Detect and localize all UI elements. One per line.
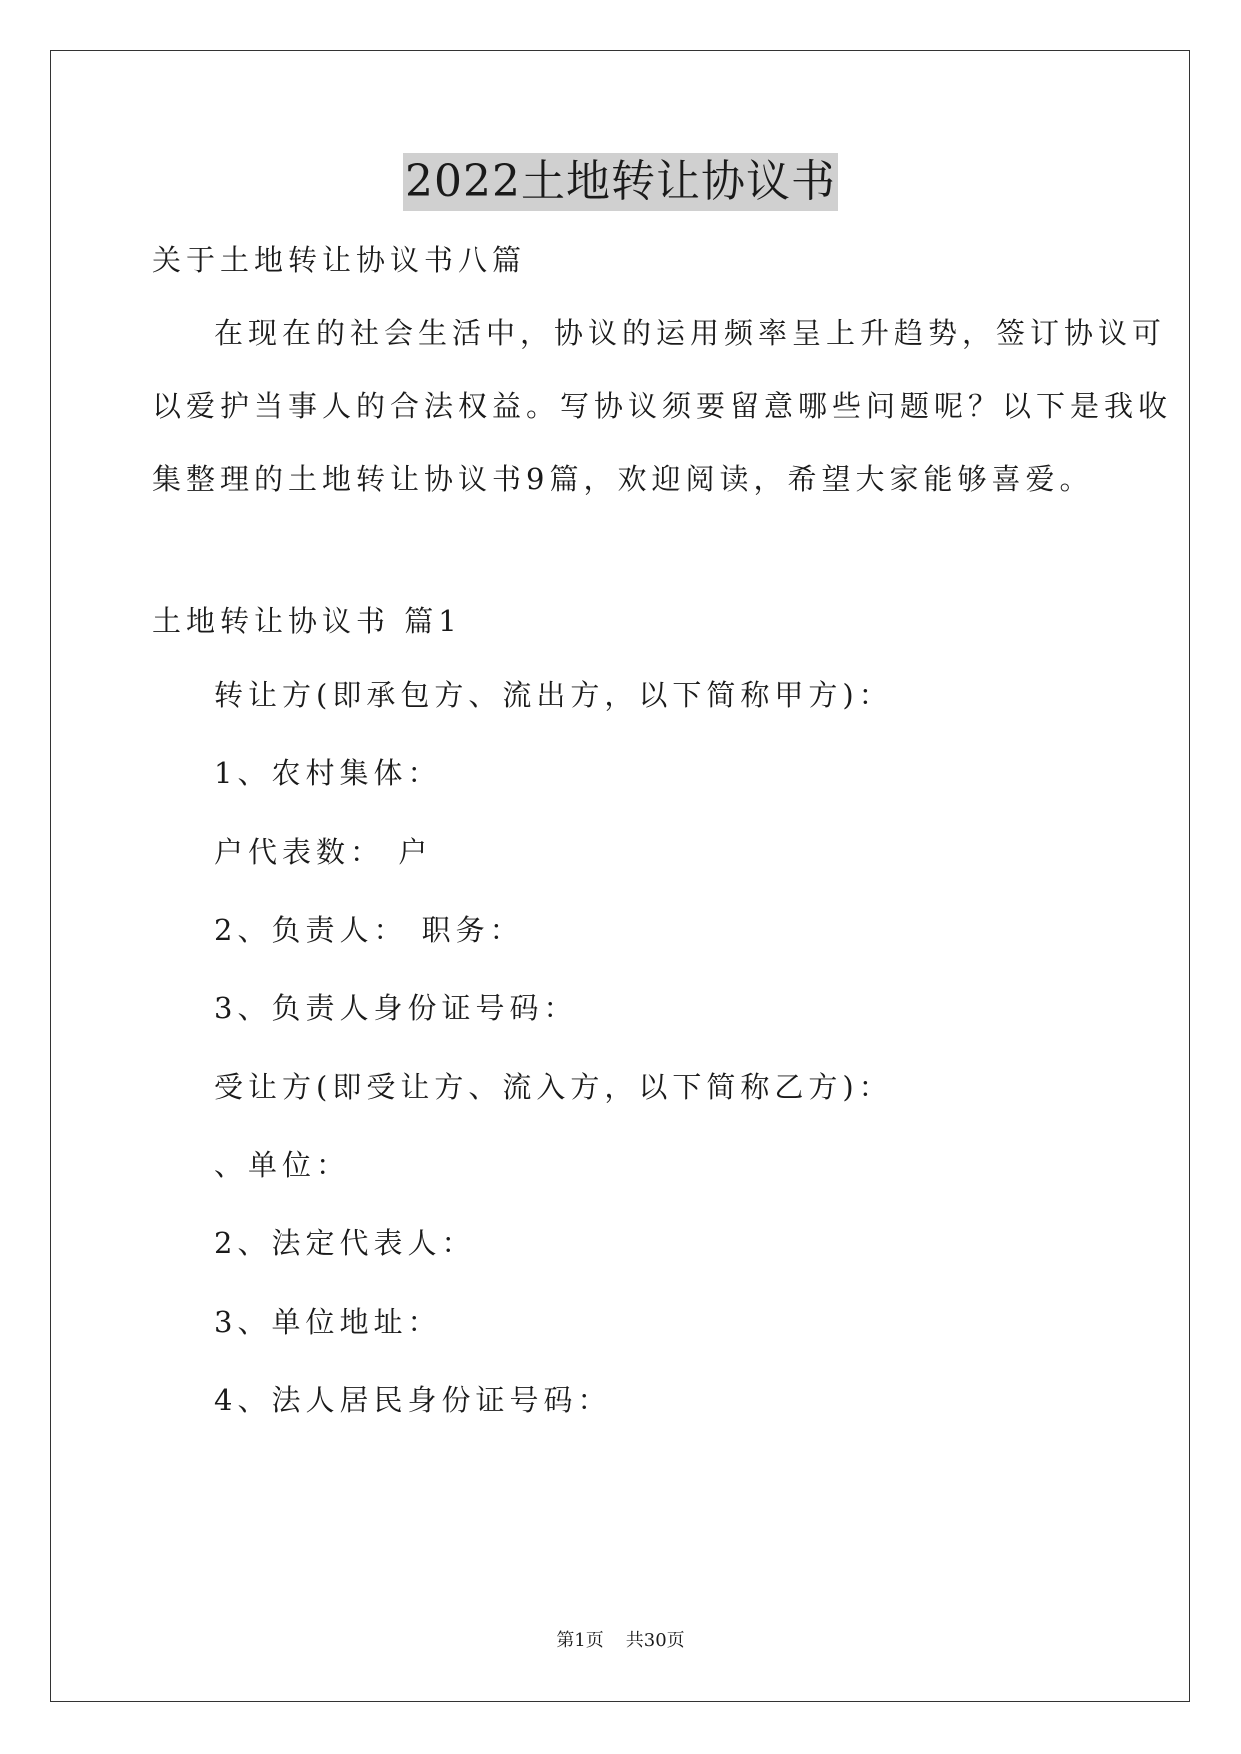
body-line: 2、负责人： 职务： — [214, 913, 524, 947]
page-number: 第1页 — [556, 1630, 604, 1651]
intro-line-1: 在现在的社会生活中，协议的运用频率呈上升趋势，签订协议可 — [214, 316, 1167, 350]
document-subtitle: 关于土地转让协议书八篇 — [152, 243, 527, 277]
body-line: 受让方(即受让方、流入方，以下简称乙方)： — [214, 1070, 893, 1104]
page-border — [50, 50, 1190, 1702]
body-line: 1、农村集体： — [214, 756, 442, 790]
body-line: 4、法人居民身份证号码： — [214, 1383, 612, 1417]
intro-line-2: 以爱护当事人的合法权益。写协议须要留意哪些问题呢？以下是我收 — [152, 389, 1173, 423]
body-line: 、单位： — [214, 1148, 351, 1182]
body-line: 户代表数： 户 — [214, 835, 433, 869]
section-heading: 土地转让协议书 篇1 — [152, 604, 462, 638]
document-title-text: 2022土地转让协议书 — [403, 153, 838, 211]
body-line: 3、单位地址： — [214, 1305, 442, 1339]
page-total: 共30页 — [625, 1630, 685, 1651]
body-line: 转让方(即承包方、流出方，以下简称甲方)： — [214, 678, 893, 712]
intro-line-3: 集整理的土地转让协议书9篇，欢迎阅读，希望大家能够喜爱。 — [152, 462, 1094, 496]
document-title — [0, 153, 1241, 211]
body-line: 2、法定代表人： — [214, 1226, 476, 1260]
page-footer — [0, 1626, 1241, 1652]
body-line: 3、负责人身份证号码： — [214, 991, 578, 1025]
